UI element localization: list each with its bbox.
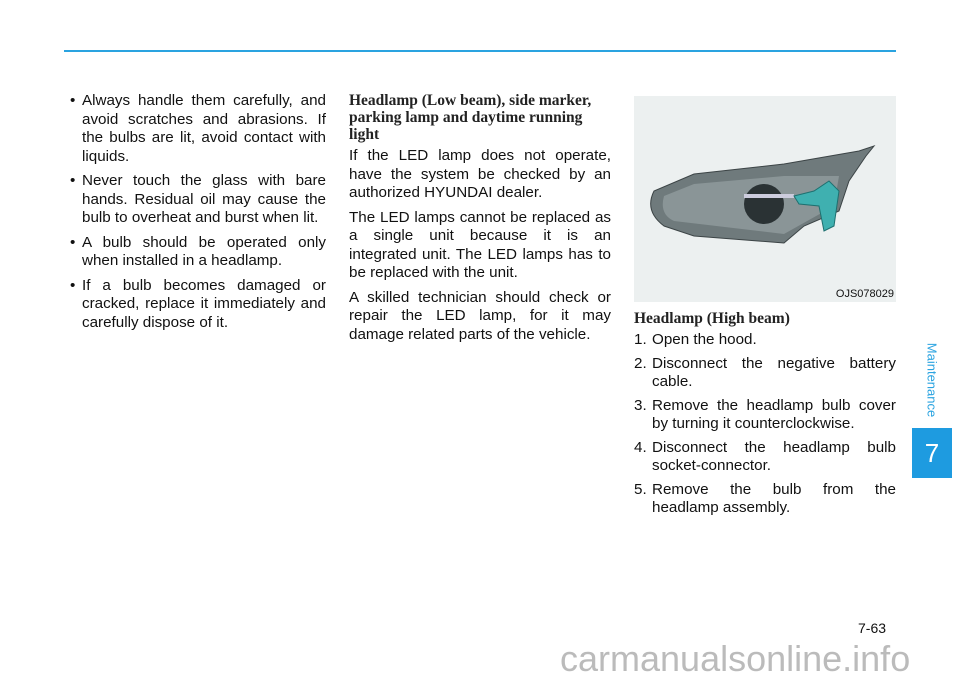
- bullet-text: If a bulb becomes damaged or cracked, replace it immediately and carefully dispose of it.: [82, 276, 326, 331]
- step-item: [634, 331, 896, 350]
- step-number: 1.: [634, 331, 647, 348]
- step-text: Remove the bulb from the headlamp assembly.: [652, 480, 896, 516]
- bullet-item: • If a bulb becomes damaged or cracked, replace it immediately and carefully dispose of it.: [70, 276, 326, 331]
- paragraph: If the LED lamp does not operate, have the system be checked by an authorized HYUNDAI dealer.: [349, 147, 611, 201]
- step-text: Disconnect the headlamp bulb socket-connector.: [652, 438, 896, 474]
- bullet-text: Always handle them carefully, and avoid scratches and abrasions. If the bulbs are lit, avoid contact with liquids.: [82, 92, 326, 165]
- step-text: Open the hood.: [652, 331, 757, 348]
- left-column: [66, 92, 326, 338]
- bullet-item: • A bulb should be operated only when installed in a headlamp.: [70, 233, 326, 269]
- step-item: [634, 397, 896, 434]
- bullet-item: • Always handle them carefully, and avoid scratches and abrasions. If the bulbs are lit, avoid contact with liquids.: [70, 92, 326, 165]
- bullet-text: Never touch the glass with bare hands. Residual oil may cause the bulb to overheat and burst when lit.: [82, 172, 326, 226]
- bullet-item: • Never touch the glass with bare hands. Residual oil may cause the bulb to overheat and burst when lit.: [70, 172, 326, 226]
- headlamp-figure: [634, 96, 896, 302]
- section-heading: Headlamp (Low beam), side marker, parking lamp and daytime running light: [349, 92, 592, 143]
- paragraph: A skilled technician should check or repair the LED lamp, for it may damage related parts of the vehicle.: [349, 288, 611, 343]
- section-side-tab: [924, 338, 940, 422]
- step-text: Disconnect the negative battery cable.: [652, 354, 896, 390]
- figure-caption: OJS078029: [835, 288, 894, 300]
- paragraph: The LED lamps cannot be replaced as a single unit because it is an integrated unit. The LED lamps has to be replaced with the unit.: [349, 208, 611, 281]
- header-rule: [64, 50, 896, 52]
- headlamp-illustration: [634, 96, 896, 302]
- step-number: 4.: [634, 438, 647, 456]
- section-heading: Headlamp (High beam): [634, 310, 790, 327]
- chapter-badge: 7: [912, 428, 952, 478]
- step-number: 2.: [634, 354, 647, 372]
- right-column: [634, 96, 896, 523]
- side-tab-label: Maintenance: [924, 342, 940, 418]
- step-item: [634, 439, 896, 476]
- step-item: [634, 481, 896, 518]
- step-number: 3.: [634, 396, 647, 414]
- step-item: [634, 355, 896, 392]
- step-text: Remove the headlamp bulb cover by turning it counterclockwise.: [652, 396, 896, 432]
- bullet-text: A bulb should be operated only when installed in a headlamp.: [82, 233, 326, 269]
- step-number: 5.: [634, 480, 647, 498]
- middle-column: [349, 92, 611, 350]
- watermark: carmanualsonline.info: [560, 638, 911, 679]
- page-number: 7-63: [858, 620, 887, 636]
